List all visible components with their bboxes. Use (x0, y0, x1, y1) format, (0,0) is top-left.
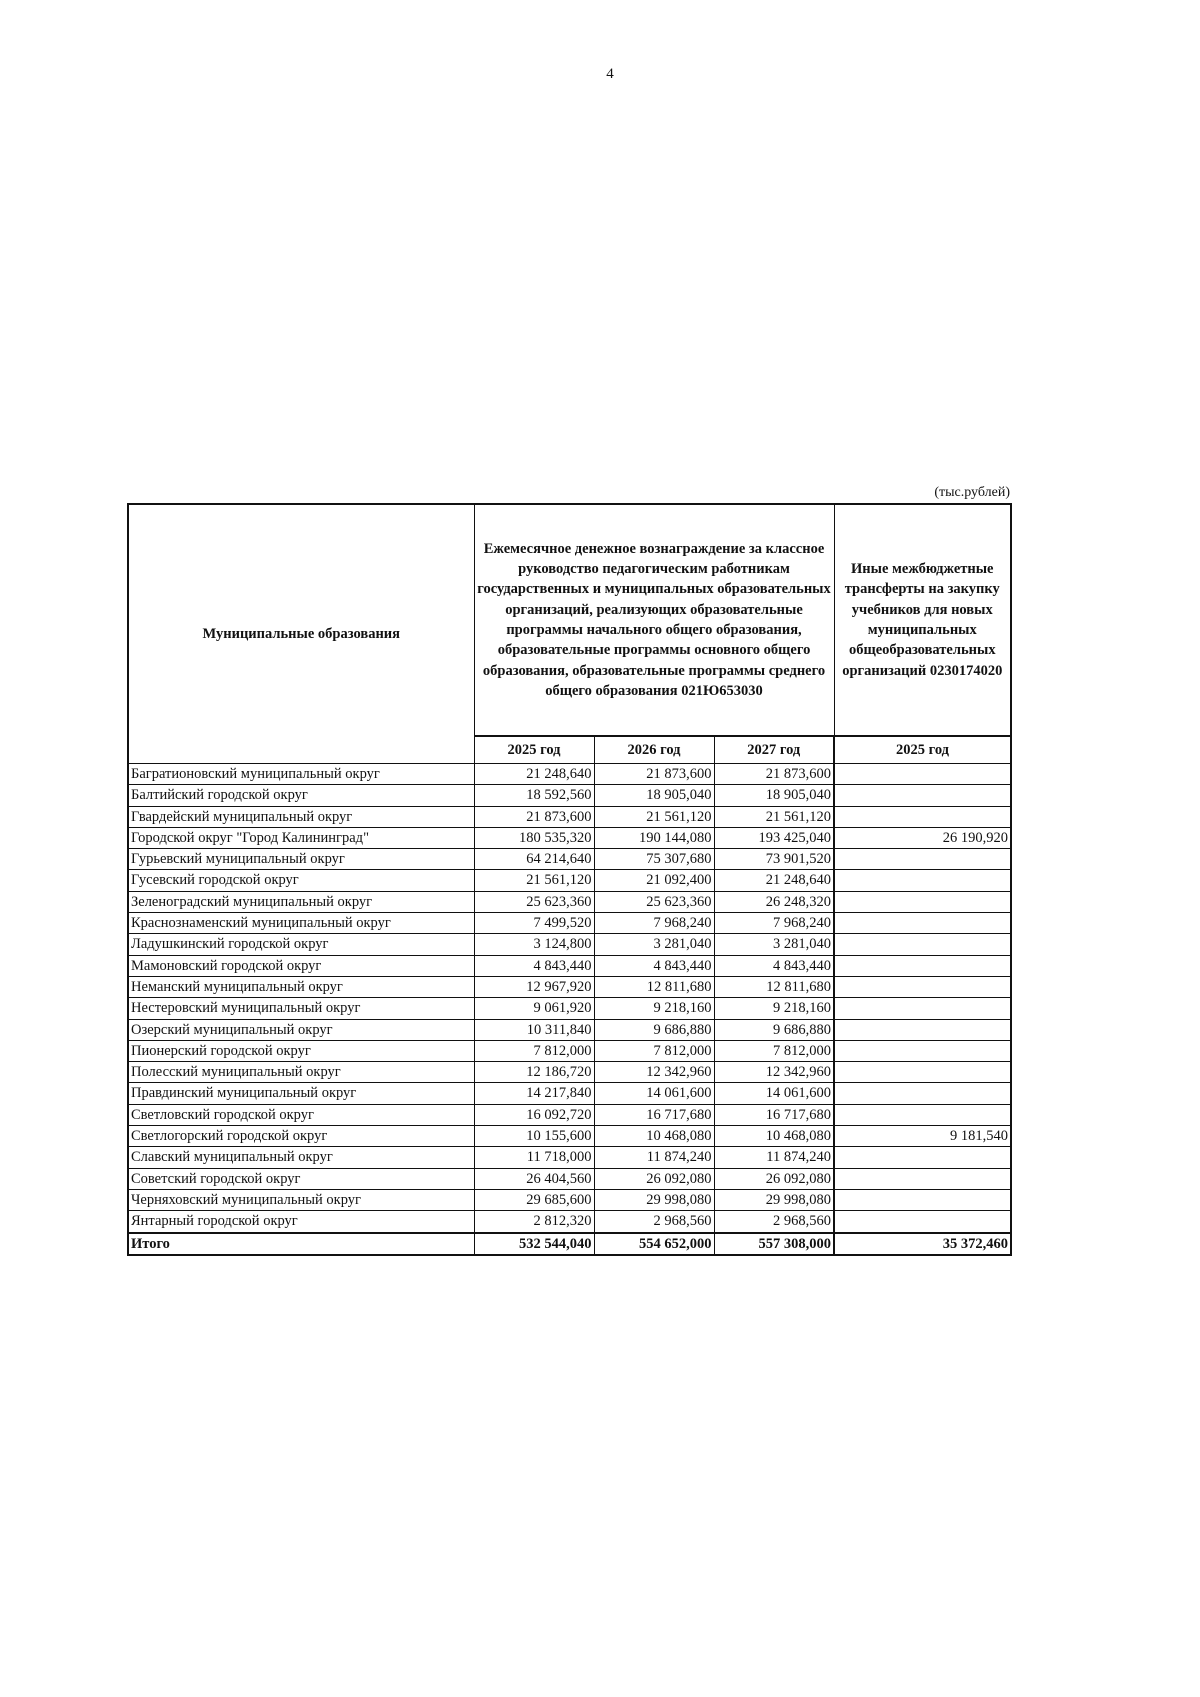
cell-other-2025 (834, 998, 1011, 1019)
total-row (128, 1233, 1011, 1255)
table-row (128, 827, 1011, 848)
cell-municipality: Краснознаменский муниципальный округ (128, 913, 474, 934)
budget-table (127, 503, 1012, 1256)
cell-other-2025 (834, 806, 1011, 827)
header-other-year-2025: 2025 год (834, 736, 1011, 764)
cell-2025: 25 623,360 (474, 891, 594, 912)
cell-2025: 180 535,320 (474, 827, 594, 848)
cell-2027: 9 218,160 (714, 998, 834, 1019)
table-row (128, 849, 1011, 870)
cell-2027: 9 686,880 (714, 1019, 834, 1040)
cell-municipality: Советский городской округ (128, 1168, 474, 1189)
cell-2027: 26 248,320 (714, 891, 834, 912)
cell-2025: 29 685,600 (474, 1189, 594, 1210)
cell-2026: 7 968,240 (594, 913, 714, 934)
cell-2027: 16 717,680 (714, 1104, 834, 1125)
header-year-2025: 2025 год (474, 736, 594, 764)
cell-other-2025 (834, 976, 1011, 997)
cell-other-2025 (834, 1040, 1011, 1061)
cell-2026: 14 061,600 (594, 1083, 714, 1104)
cell-2025: 26 404,560 (474, 1168, 594, 1189)
cell-2025: 16 092,720 (474, 1104, 594, 1125)
cell-municipality: Пионерский городской округ (128, 1040, 474, 1061)
cell-municipality: Светловский городской округ (128, 1104, 474, 1125)
cell-2026: 190 144,080 (594, 827, 714, 848)
cell-municipality: Светлогорский городской округ (128, 1126, 474, 1147)
cell-2027: 29 998,080 (714, 1189, 834, 1210)
cell-2025: 7 812,000 (474, 1040, 594, 1061)
cell-other-2025: 9 181,540 (834, 1126, 1011, 1147)
cell-2026: 18 905,040 (594, 785, 714, 806)
cell-2025: 64 214,640 (474, 849, 594, 870)
cell-2025: 532 544,040 (474, 1233, 594, 1255)
cell-municipality: Гвардейский муниципальный округ (128, 806, 474, 827)
cell-municipality: Янтарный городской округ (128, 1211, 474, 1233)
cell-2027: 2 968,560 (714, 1211, 834, 1233)
cell-2025: 9 061,920 (474, 998, 594, 1019)
table-row (128, 806, 1011, 827)
cell-municipality: Зеленоградский муниципальный округ (128, 891, 474, 912)
cell-2027: 14 061,600 (714, 1083, 834, 1104)
cell-other-2025 (834, 913, 1011, 934)
cell-2025: 2 812,320 (474, 1211, 594, 1233)
cell-other-2025 (834, 764, 1011, 785)
cell-other-2025 (834, 1062, 1011, 1083)
cell-2027: 73 901,520 (714, 849, 834, 870)
cell-2027: 193 425,040 (714, 827, 834, 848)
cell-municipality: Полесский муниципальный округ (128, 1062, 474, 1083)
cell-2026: 21 092,400 (594, 870, 714, 891)
header-year-2026: 2026 год (594, 736, 714, 764)
cell-municipality: Правдинский муниципальный округ (128, 1083, 474, 1104)
cell-municipality: Балтийский городской округ (128, 785, 474, 806)
cell-other-2025 (834, 1104, 1011, 1125)
table-row (128, 870, 1011, 891)
table-row (128, 1083, 1011, 1104)
table-row (128, 1062, 1011, 1083)
cell-2025: 10 155,600 (474, 1126, 594, 1147)
cell-other-2025: 35 372,460 (834, 1233, 1011, 1255)
table-row (128, 1168, 1011, 1189)
table-row (128, 976, 1011, 997)
cell-municipality: Гурьевский муниципальный округ (128, 849, 474, 870)
cell-2025: 3 124,800 (474, 934, 594, 955)
cell-2026: 25 623,360 (594, 891, 714, 912)
cell-2026: 9 218,160 (594, 998, 714, 1019)
cell-2025: 10 311,840 (474, 1019, 594, 1040)
table-body (128, 764, 1011, 1255)
cell-2027: 21 873,600 (714, 764, 834, 785)
cell-2025: 14 217,840 (474, 1083, 594, 1104)
cell-2025: 7 499,520 (474, 913, 594, 934)
cell-2026: 11 874,240 (594, 1147, 714, 1168)
cell-other-2025 (834, 934, 1011, 955)
cell-2025: 18 592,560 (474, 785, 594, 806)
cell-2025: 21 873,600 (474, 806, 594, 827)
cell-2026: 4 843,440 (594, 955, 714, 976)
cell-2027: 12 811,680 (714, 976, 834, 997)
table-row (128, 1019, 1011, 1040)
cell-2027: 10 468,080 (714, 1126, 834, 1147)
table-row (128, 934, 1011, 955)
cell-2027: 557 308,000 (714, 1233, 834, 1255)
page-number: 4 (606, 66, 614, 82)
cell-2027: 4 843,440 (714, 955, 834, 976)
cell-2026: 7 812,000 (594, 1040, 714, 1061)
header-textbook-transfers: Иные межбюджетные трансферты на закупку учебников для новых муниципальных общеобразовательных организаций 0230174020 (834, 504, 1011, 736)
cell-2027: 26 092,080 (714, 1168, 834, 1189)
cell-municipality: Багратионовский муниципальный округ (128, 764, 474, 785)
units-label: (тыс.рублей) (934, 485, 1010, 500)
cell-2027: 3 281,040 (714, 934, 834, 955)
cell-municipality: Озерский муниципальный округ (128, 1019, 474, 1040)
cell-2026: 16 717,680 (594, 1104, 714, 1125)
cell-2026: 12 342,960 (594, 1062, 714, 1083)
table-row (128, 1126, 1011, 1147)
cell-other-2025 (834, 955, 1011, 976)
cell-other-2025 (834, 870, 1011, 891)
cell-2027: 12 342,960 (714, 1062, 834, 1083)
cell-2026: 12 811,680 (594, 976, 714, 997)
cell-2025: 12 967,920 (474, 976, 594, 997)
cell-other-2025 (834, 1189, 1011, 1210)
cell-other-2025: 26 190,920 (834, 827, 1011, 848)
cell-municipality: Итого (128, 1233, 474, 1255)
cell-2027: 18 905,040 (714, 785, 834, 806)
cell-municipality: Ладушкинский городской округ (128, 934, 474, 955)
cell-2027: 7 812,000 (714, 1040, 834, 1061)
table-row (128, 785, 1011, 806)
cell-other-2025 (834, 1019, 1011, 1040)
cell-2027: 21 248,640 (714, 870, 834, 891)
cell-municipality: Неманский муниципальный округ (128, 976, 474, 997)
table-row (128, 1104, 1011, 1125)
cell-2026: 29 998,080 (594, 1189, 714, 1210)
table-row (128, 1189, 1011, 1210)
table-row (128, 1040, 1011, 1061)
cell-2027: 11 874,240 (714, 1147, 834, 1168)
table-row (128, 998, 1011, 1019)
header-row (128, 504, 1011, 736)
cell-2025: 12 186,720 (474, 1062, 594, 1083)
cell-other-2025 (834, 1147, 1011, 1168)
cell-other-2025 (834, 1168, 1011, 1189)
cell-municipality: Черняховский муниципальный округ (128, 1189, 474, 1210)
cell-municipality: Нестеровский муниципальный округ (128, 998, 474, 1019)
cell-2027: 7 968,240 (714, 913, 834, 934)
cell-2026: 75 307,680 (594, 849, 714, 870)
cell-2025: 21 248,640 (474, 764, 594, 785)
cell-municipality: Славский муниципальный округ (128, 1147, 474, 1168)
cell-other-2025 (834, 849, 1011, 870)
table-row (128, 1211, 1011, 1233)
cell-other-2025 (834, 1211, 1011, 1233)
cell-2026: 9 686,880 (594, 1019, 714, 1040)
table-row (128, 1147, 1011, 1168)
cell-other-2025 (834, 1083, 1011, 1104)
cell-other-2025 (834, 785, 1011, 806)
table-row (128, 764, 1011, 785)
cell-2026: 21 873,600 (594, 764, 714, 785)
table-row (128, 913, 1011, 934)
table-row (128, 955, 1011, 976)
cell-municipality: Мамоновский городской округ (128, 955, 474, 976)
cell-2026: 3 281,040 (594, 934, 714, 955)
table-row (128, 891, 1011, 912)
cell-other-2025 (834, 891, 1011, 912)
cell-2025: 4 843,440 (474, 955, 594, 976)
cell-municipality: Гусевский городской округ (128, 870, 474, 891)
header-class-guidance-reward: Ежемесячное денежное вознаграждение за классное руководство педагогическим работникам государственных и муниципальных образовательных организаций, реализующих образовательные программы начального общего образования, образовательные программы основного общего образования, образовательные программы среднего общего образования 021Ю653030 (474, 504, 834, 736)
cell-2027: 21 561,120 (714, 806, 834, 827)
cell-2025: 11 718,000 (474, 1147, 594, 1168)
cell-2025: 21 561,120 (474, 870, 594, 891)
cell-2026: 10 468,080 (594, 1126, 714, 1147)
cell-2026: 554 652,000 (594, 1233, 714, 1255)
cell-2026: 2 968,560 (594, 1211, 714, 1233)
cell-municipality: Городской округ "Город Калининград" (128, 827, 474, 848)
cell-2026: 26 092,080 (594, 1168, 714, 1189)
cell-2026: 21 561,120 (594, 806, 714, 827)
header-year-2027: 2027 год (714, 736, 834, 764)
header-municipalities: Муниципальные образования (128, 504, 474, 764)
